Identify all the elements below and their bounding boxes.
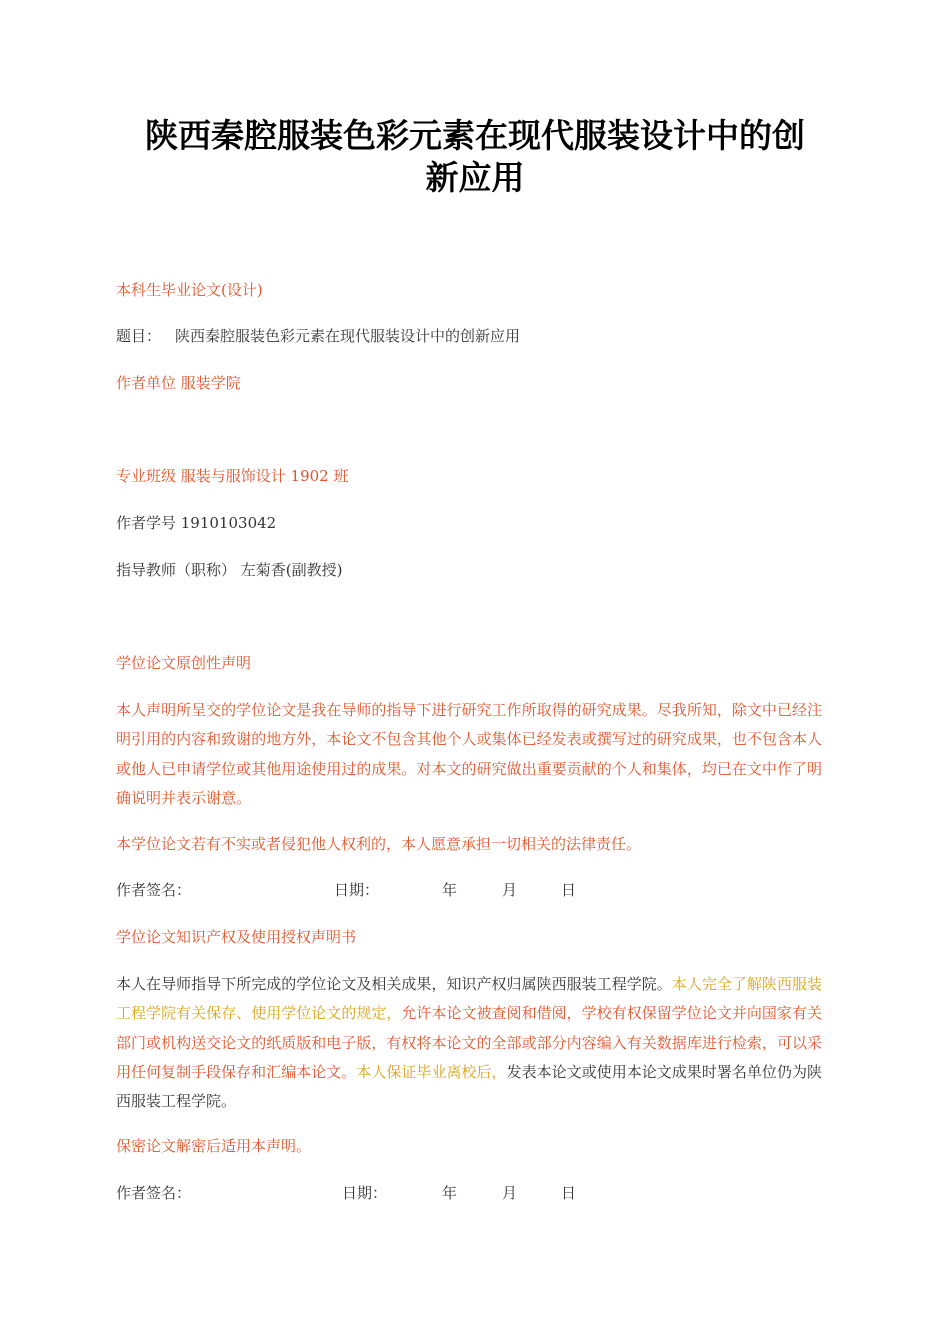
- date-label: 日期：: [342, 1184, 388, 1202]
- topic-line: [116, 326, 520, 346]
- date-label: 日期：: [334, 881, 380, 899]
- advisor: 指导教师（职称） 左菊香(副教授): [116, 561, 343, 579]
- document-title-line-1: 陕西秦腔服装色彩元素在现代服装设计中的创: [145, 116, 805, 155]
- signature-row-2: [116, 1183, 616, 1203]
- document-title-line-2: 新应用: [425, 158, 525, 197]
- year-label: 年: [442, 1184, 458, 1202]
- year-label: 年: [442, 881, 458, 899]
- signature-label: 作者签名：: [116, 881, 192, 899]
- copyright-segment-1: 本人在导师指导下所完成的学位论文及相关成果，知识产权归属陕西服装工程学院。: [116, 975, 672, 993]
- thesis-type: 本科生毕业论文(设计): [116, 281, 263, 299]
- month-label: 月: [502, 881, 518, 899]
- topic-label: 题目：: [116, 327, 162, 345]
- signature-label: 作者签名：: [116, 1184, 192, 1202]
- day-label: 日: [561, 1184, 577, 1202]
- author-unit: 作者单位 服装学院: [116, 374, 241, 392]
- copyright-heading: 学位论文知识产权及使用授权声明书: [116, 928, 357, 946]
- topic-value: 陕西秦腔服装色彩元素在现代服装设计中的创新应用: [175, 327, 521, 345]
- copyright-segment-4: 本人保证毕业离校后，: [356, 1062, 507, 1081]
- signature-row-1: [116, 880, 616, 900]
- major-class: 专业班级 服装与服饰设计 1902 班: [116, 467, 349, 485]
- confidential-note: 保密论文解密后适用本声明。: [116, 1137, 312, 1155]
- month-label: 月: [502, 1184, 518, 1202]
- copyright-segment-5: 发表本论文或使用本论文成果时署名单位仍为陕西服装工程学院。: [116, 1062, 822, 1111]
- originality-paragraph-2: 本学位论文若有不实或者侵犯他人权利的，本人愿意承担一切相关的法律责任。: [116, 835, 642, 853]
- copyright-segment-3: 允许本论文被查阅和借阅，学校有权保留学位论文并向国家有关部门或机构送交论文的纸质版和电子版，有权将本论文的全部或部分内容编入有关数据库进行检索，可以采用任何复制手段保存和汇编本论文。: [116, 1004, 822, 1081]
- copyright-paragraph: [116, 970, 822, 1116]
- originality-heading: 学位论文原创性声明: [116, 654, 252, 672]
- student-id: 作者学号 1910103042: [116, 514, 277, 532]
- copyright-segment-2: 本人完全了解陕西服装工程学院有关保存、使用学位论文的规定，: [116, 975, 822, 1023]
- day-label: 日: [561, 881, 577, 899]
- originality-paragraph-1: 本人声明所呈交的学位论文是我在导师的指导下进行研究工作所取得的研究成果。尽我所知，除文中已经注明引用的内容和致谢的地方外，本论文不包含其他个人或集体已经发表或撰写过的研究成果，也不包含本人或他人已申请学位或其他用途使用过的成果。对本文的研究做出重要贡献的个人和集体，均已在文中作了明确说明并表示谢意。: [116, 701, 822, 807]
